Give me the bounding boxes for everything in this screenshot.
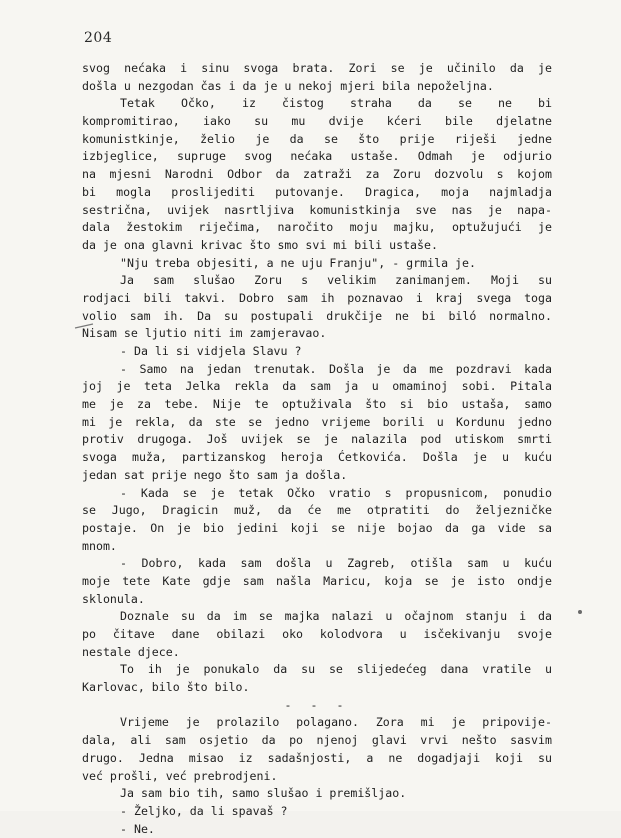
text-line: jedan sat prije nego što sam ja došla. <box>82 467 348 482</box>
text-line: dala, ali sam osjetio da po njenoj glavi vrvi nešto sasvim <box>82 733 552 748</box>
text-line: komunistkinje, želio je da se što prije riješi jedne <box>82 131 552 146</box>
text-line: sklonula. <box>82 591 145 606</box>
text-line: svog nećaka i sinu svoga brata. Zori se je učinilo da je <box>82 61 552 75</box>
text-line: Ja sam slušao Zoru s velikim zanimanjem. Moji su <box>120 273 552 288</box>
text-line: - Kada se je tetak Očko vratio s propusnicom, ponudio <box>120 485 552 500</box>
text-line: svoga muža, partizanskog heroja Ćetkovića. Došla je u kuću <box>82 450 552 465</box>
text-line: joj je teta Jelka rekla da sam ja u omaminoj sobi. Pitala <box>82 379 552 394</box>
text-line: Karlovac, bilo što bilo. <box>82 680 250 695</box>
text-line: po čitave dane obilazi oko kolodvora u isčekivanju svoje <box>82 627 552 641</box>
text-line: - Da li si vidjela Slavu ? <box>120 344 302 358</box>
text-line: drugo. Jedna misao iz sadašnjosti, a ne dogadjaji koji su <box>82 750 552 765</box>
text-line: Vrijeme je prolazilo polagano. Zora mi je pripovije- <box>120 715 552 730</box>
body-text <box>82 60 552 838</box>
text-line: se Jugo, Dragicin muž, da će me otpratiti do željezničke <box>82 503 552 518</box>
text-line: - Željko, da li spavaš ? <box>120 803 288 818</box>
page-number: 204 <box>84 30 113 46</box>
text-line: "Nju treba objesiti, a ne uju Franju", - grmila je. <box>120 255 476 270</box>
text-line: bi mogla proslijediti putovanje. Dragica, moja najmladja <box>82 184 552 199</box>
text-line: Nisam se ljutio niti im zamjeravao. <box>82 326 327 341</box>
text-line: - Samo na jedan trenutak. Došla je da me pozdravi kada <box>120 361 552 376</box>
text-line: kompromitirao, iako su mu dvije kćeri bile djelatne <box>82 114 552 129</box>
text-line: - Dobro, kada sam došla u Zagreb, otišla sam u kuću <box>120 556 552 571</box>
text-line: - Ne. <box>120 821 155 836</box>
text-line: na mjesni Narodni Odbor da zatraži za Zoru dozvolu s kojom <box>82 167 552 182</box>
text-line: mnom. <box>82 538 117 553</box>
text-line: me je za tebe. Nije te optuživala što si bio ustaša, samo <box>82 397 552 412</box>
text-line: Doznale su da im se majka nalazi u očajnom stanju i da <box>120 609 552 624</box>
text-line: već prošli, već prebrodjeni. <box>82 768 278 783</box>
text-line: Ja sam bio tih, samo slušao i premišljao. <box>120 786 407 801</box>
text-line: sestrična, uvijek nasrtljiva komunistkinja sve nas je napa- <box>82 202 552 217</box>
text-line: izbjeglice, supruge svog nećaka ustaše. Odmah je odjurio <box>82 149 552 164</box>
section-separator: - - - <box>284 697 350 712</box>
text-line: volio sam ih. Da su postupali drukčije ne bi biló normalno. <box>82 308 552 323</box>
text-line: došla u nezgodan čas i da je u nekoj mjeri bila nepoželjna. <box>82 78 494 93</box>
text-line: protiv drugoga. Još uvijek se je nalazila pod utiskom smrti <box>82 432 552 447</box>
text-line: postaje. On je bio jedini koji se nije bojao da ga vide sa <box>82 520 552 535</box>
stray-dot-mark <box>578 610 582 614</box>
text-line: mi je rekla, da ste se jedno vrijeme borili u Kordunu jedno <box>82 414 552 429</box>
text-line: Tetak Očko, iz čistog straha da se ne bi <box>120 96 552 111</box>
text-line: da je ona glavni krivac što smo svi mi bili ustaše. <box>82 237 438 252</box>
text-line: rodjaci bili takvi. Dobro sam ih poznavao i kraj svega toga <box>82 290 552 305</box>
text-line: dala žestokim riječima, naročito moju majku, optužujući je <box>82 220 552 235</box>
text-line: moje tete Kate gdje sam našla Maricu, koja se je isto ondje <box>82 573 552 588</box>
text-line: nestale djece. <box>82 644 180 659</box>
text-line: To ih je ponukalo da su se slijedećeg dana vratile u <box>120 662 552 677</box>
